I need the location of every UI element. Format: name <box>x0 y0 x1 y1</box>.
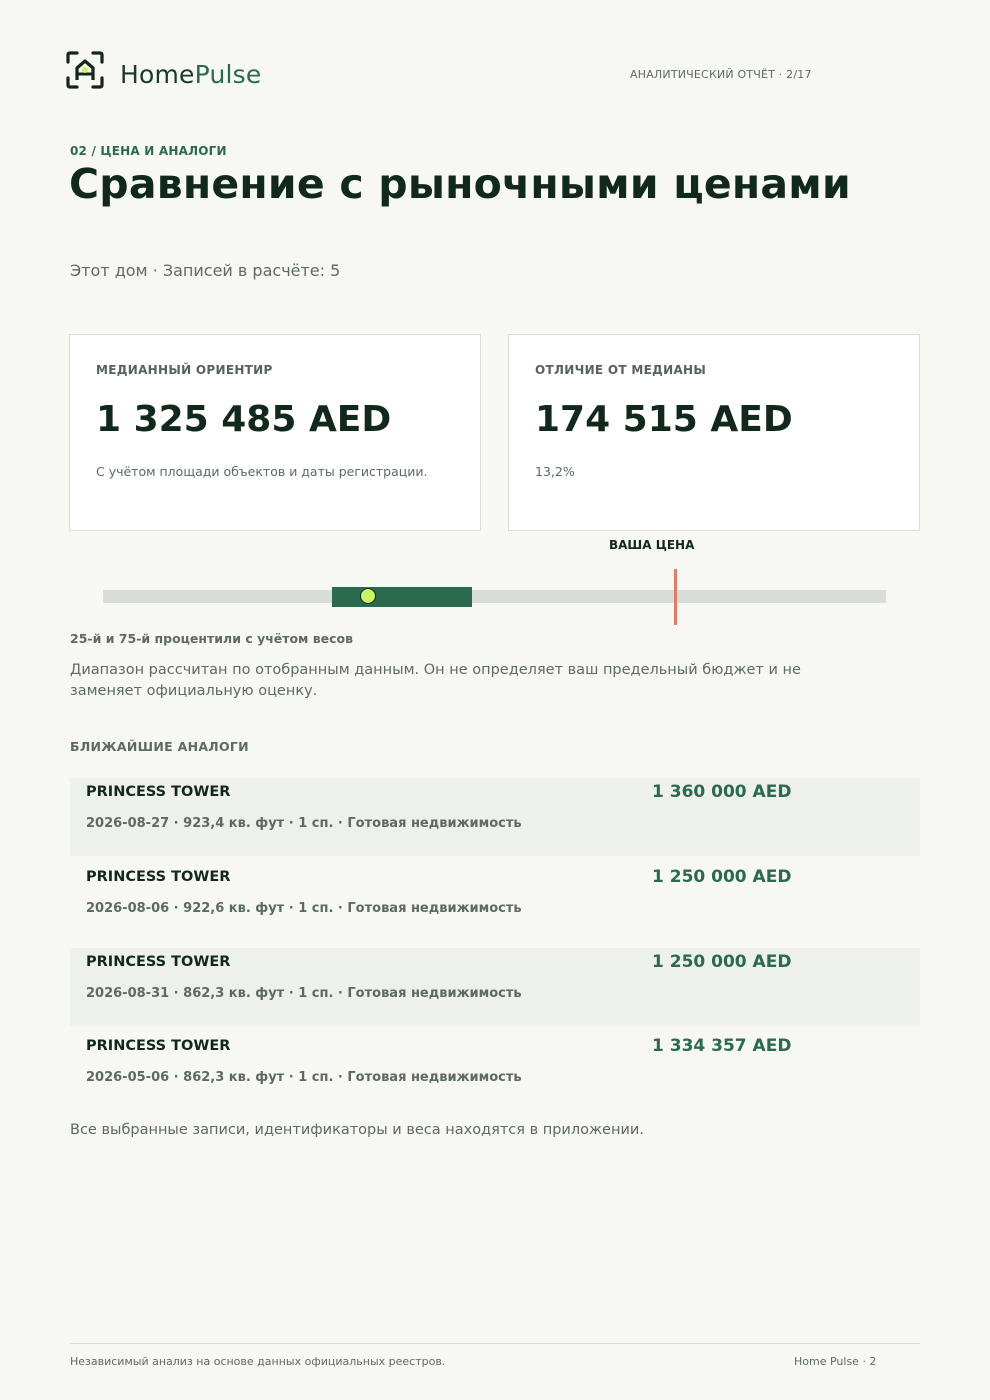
median-reference-note: С учётом площади объектов и даты регистрации. <box>96 464 428 479</box>
page-title: Сравнение с рыночными ценами <box>69 160 851 208</box>
comparable-details: 2026-08-27 · 923,4 кв. фут · 1 сп. · Готовая недвижимость <box>86 816 522 831</box>
section-label: 02 / ЦЕНА И АНАЛОГИ <box>70 144 227 158</box>
comparable-name: PRINCESS TOWER <box>86 869 231 885</box>
price-range-track <box>103 590 886 603</box>
comparable-details: 2026-08-06 · 922,6 кв. фут · 1 сп. · Готовая недвижимость <box>86 901 522 916</box>
brand-name <box>120 58 261 92</box>
median-marker <box>360 588 376 604</box>
median-reference-card <box>69 334 481 531</box>
comparable-row <box>70 948 920 1026</box>
median-difference-percent: 13,2% <box>535 464 575 479</box>
comparable-price: 1 250 000 AED <box>652 952 792 972</box>
appendix-note: Все выбранные записи, идентификаторы и веса находятся в приложении. <box>70 1122 644 1138</box>
comparable-name: PRINCESS TOWER <box>86 954 231 970</box>
comparable-row <box>70 1032 920 1110</box>
comparable-row <box>70 863 920 941</box>
comparable-details: 2026-05-06 · 862,3 кв. фут · 1 сп. · Готовая недвижимость <box>86 1070 522 1085</box>
brand-name-part-pulse: Pulse <box>194 60 262 89</box>
footer-page-number: Home Pulse · 2 <box>794 1355 877 1368</box>
your-price-marker <box>674 569 677 625</box>
footer-disclaimer: Независимый анализ на основе данных официальных реестров. <box>70 1355 446 1368</box>
comparable-name: PRINCESS TOWER <box>86 784 231 800</box>
median-reference-label: МЕДИАННЫЙ ОРИЕНТИР <box>96 363 273 377</box>
comparable-details: 2026-08-31 · 862,3 кв. фут · 1 сп. · Готовая недвижимость <box>86 986 522 1001</box>
comparable-name: PRINCESS TOWER <box>86 1038 231 1054</box>
median-difference-label: ОТЛИЧИЕ ОТ МЕДИАНЫ <box>535 363 707 377</box>
comparable-price: 1 250 000 AED <box>652 867 792 887</box>
percentile-caption: 25-й и 75-й процентили с учётом весов <box>70 631 353 646</box>
range-description: Диапазон рассчитан по отобранным данным. Он не определяет ваш предельный бюджет и не заменяет официальную оценку. <box>70 662 801 699</box>
median-reference-value: 1 325 485 AED <box>96 399 392 440</box>
page-subtitle: Этот дом · Записей в расчёте: 5 <box>70 261 341 280</box>
median-difference-value: 174 515 AED <box>535 399 793 440</box>
comparables-heading: БЛИЖАЙШИЕ АНАЛОГИ <box>70 739 249 754</box>
footer-divider <box>70 1343 920 1344</box>
report-page-tag: АНАЛИТИЧЕСКИЙ ОТЧЁТ · 2/17 <box>630 68 812 81</box>
percentile-range-bar <box>332 587 472 607</box>
comparable-price: 1 334 357 AED <box>652 1036 792 1056</box>
brand-name-part-home: Home <box>120 60 195 89</box>
your-price-label: ВАША ЦЕНА <box>609 538 695 552</box>
comparable-price: 1 360 000 AED <box>652 782 792 802</box>
home-frame-logo-icon <box>66 51 104 89</box>
comparable-row <box>70 778 920 856</box>
median-difference-card <box>508 334 920 531</box>
